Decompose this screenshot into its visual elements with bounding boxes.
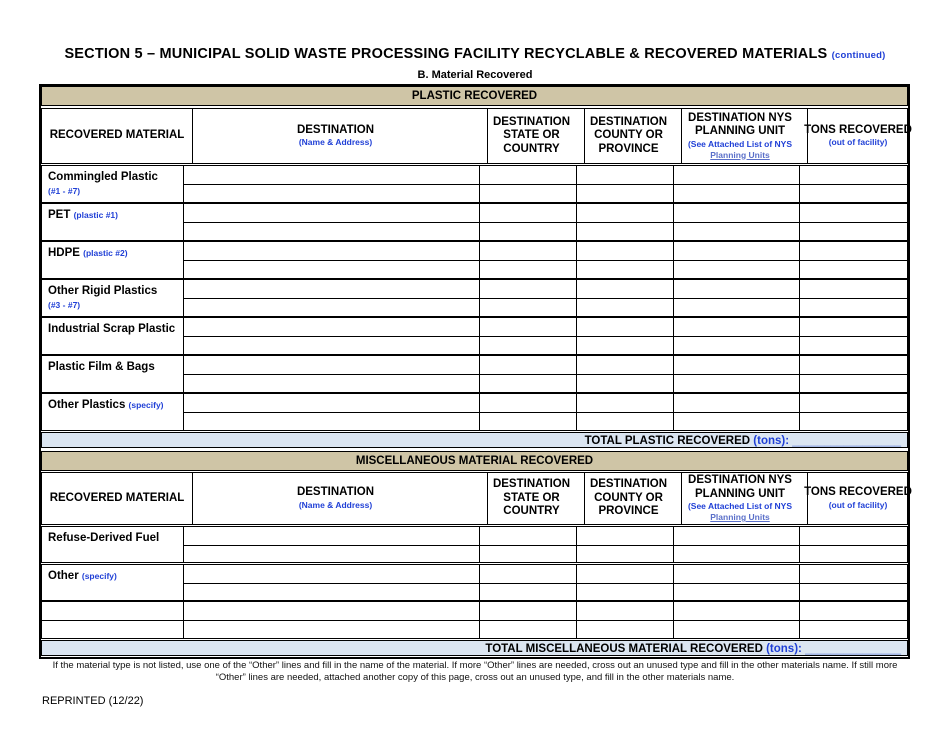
misc-header-destination-destination-note: (Name & Address) xyxy=(298,499,373,510)
misc-header-tons-tons-note: (out of facility) xyxy=(828,499,888,510)
plastic-header-material-material: RECOVERED MATERIAL xyxy=(49,129,185,142)
plastic-header-destination xyxy=(184,109,488,163)
plastic-header-state xyxy=(479,109,585,163)
misc-header-state xyxy=(479,473,585,524)
plastic-total-unit: (tons): xyxy=(753,435,790,447)
column-divider xyxy=(479,356,480,392)
column-divider xyxy=(576,394,577,430)
plastic-row xyxy=(41,241,908,279)
plastic-row xyxy=(41,355,908,393)
column-divider xyxy=(479,166,480,202)
plastic-row-label xyxy=(42,394,184,430)
plastic-row-label xyxy=(42,280,184,316)
plastic-material-name: Industrial Scrap Plastic xyxy=(48,323,176,335)
column-divider xyxy=(479,204,480,240)
plastic-row-label xyxy=(42,166,184,202)
misc-row-label xyxy=(42,565,184,600)
plastic-section-band: PLASTIC RECOVERED xyxy=(41,86,908,106)
plastic-header-planning xyxy=(673,109,808,163)
misc-material-note: (specify) xyxy=(81,571,117,581)
plastic-header-destination-destination: DESTINATION xyxy=(296,123,375,136)
column-divider xyxy=(799,166,800,202)
misc-header-destination-destination: DESTINATION xyxy=(296,486,375,499)
plastic-header-planning-planning: DESTINATION NYS PLANNING UNIT xyxy=(688,111,792,137)
plastic-row xyxy=(41,393,908,431)
column-divider xyxy=(576,280,577,316)
column-divider xyxy=(799,565,800,600)
plastic-material-note: (specify) xyxy=(128,400,164,410)
plastic-header-tons xyxy=(799,109,917,163)
misc-header-tons xyxy=(799,473,917,524)
misc-total-label: TOTAL MISCELLANEOUS MATERIAL RECOVERED xyxy=(485,643,763,655)
column-divider xyxy=(576,356,577,392)
continued-label: (continued) xyxy=(831,50,886,61)
plastic-row-label xyxy=(42,356,184,392)
misc-row-label xyxy=(42,527,184,562)
plastic-total-entry[interactable]: _________________ xyxy=(792,435,901,447)
column-divider xyxy=(673,204,674,240)
misc-column-header xyxy=(41,472,912,525)
misc-header-county-county: DESTINATION COUNTY OR PROVINCE xyxy=(589,478,668,518)
plastic-material-name: Plastic Film & Bags xyxy=(48,361,155,373)
column-divider xyxy=(673,394,674,430)
plastic-row xyxy=(41,279,908,317)
column-divider xyxy=(576,166,577,202)
plastic-header-tons-tons-note: (out of facility) xyxy=(828,137,888,148)
column-divider xyxy=(799,204,800,240)
column-divider xyxy=(799,280,800,316)
column-divider xyxy=(576,204,577,240)
column-divider xyxy=(479,318,480,354)
plastic-row-label xyxy=(42,242,184,278)
column-divider xyxy=(799,318,800,354)
plastic-row xyxy=(41,165,908,203)
plastic-header-tons-tons: TONS RECOVERED xyxy=(804,123,912,136)
misc-header-destination xyxy=(184,473,488,524)
section-title-text: SECTION 5 – MUNICIPAL SOLID WASTE PROCESSING FACILITY RECYCLABLE & RECOVERED MATERIALS xyxy=(64,46,828,62)
column-divider xyxy=(479,242,480,278)
column-divider xyxy=(576,527,577,562)
plastic-total-label: TOTAL PLASTIC RECOVERED xyxy=(584,435,751,447)
column-divider xyxy=(576,242,577,278)
misc-header-county xyxy=(576,473,682,524)
section-subtitle: B. Material Recovered xyxy=(417,69,533,81)
column-divider xyxy=(576,318,577,354)
plastic-material-name: PET xyxy=(48,209,71,221)
plastic-material-note: (plastic #1) xyxy=(73,210,118,220)
column-divider xyxy=(673,356,674,392)
column-divider xyxy=(479,394,480,430)
column-divider xyxy=(673,602,674,638)
column-divider xyxy=(799,242,800,278)
plastic-header-planning-planning-link[interactable]: Planning Units xyxy=(710,149,770,160)
plastic-material-name: Commingled Plastic xyxy=(48,171,158,183)
column-divider xyxy=(799,527,800,562)
plastic-row xyxy=(41,203,908,241)
plastic-material-note: (plastic #2) xyxy=(83,248,128,258)
misc-row-blank xyxy=(41,601,908,639)
plastic-material-name: HDPE xyxy=(48,247,80,259)
misc-row xyxy=(41,526,908,563)
plastic-header-county-county: DESTINATION COUNTY OR PROVINCE xyxy=(589,115,668,155)
plastic-row-label xyxy=(42,318,184,354)
column-divider xyxy=(799,602,800,638)
plastic-header-planning-planning-note: (See Attached List of NYS xyxy=(687,138,793,149)
column-divider xyxy=(673,318,674,354)
plastic-material-note: (#3 - #7) xyxy=(48,300,81,310)
column-divider xyxy=(479,565,480,600)
reprinted-footer: REPRINTED (12/22) xyxy=(42,695,144,707)
misc-header-material-material: RECOVERED MATERIAL xyxy=(49,491,185,504)
misc-header-planning xyxy=(673,473,808,524)
misc-header-tons-tons: TONS RECOVERED xyxy=(804,486,912,499)
plastic-row-label xyxy=(42,204,184,240)
column-divider xyxy=(799,394,800,430)
column-divider xyxy=(673,242,674,278)
misc-header-planning-planning: DESTINATION NYS PLANNING UNIT xyxy=(688,474,792,500)
column-divider xyxy=(576,565,577,600)
column-divider xyxy=(479,280,480,316)
misc-material-name: Refuse-Derived Fuel xyxy=(48,532,160,544)
misc-total-row xyxy=(41,640,908,656)
column-divider xyxy=(576,602,577,638)
plastic-header-state-state: DESTINATION STATE OR COUNTRY xyxy=(492,115,571,155)
misc-section-band: MISCELLANEOUS MATERIAL RECOVERED xyxy=(41,451,908,471)
misc-row xyxy=(41,564,908,601)
misc-total-unit: (tons): xyxy=(766,643,802,655)
plastic-column-header xyxy=(41,108,912,164)
plastic-total-row xyxy=(41,432,908,448)
plastic-material-note: (#1 - #7) xyxy=(48,186,81,196)
misc-header-material xyxy=(42,473,193,524)
label-divider xyxy=(42,620,184,621)
misc-header-planning-planning-note: (See Attached List of NYS xyxy=(687,501,793,511)
column-divider xyxy=(479,527,480,562)
misc-header-planning-planning-link[interactable]: Planning Units xyxy=(710,512,770,522)
plastic-header-destination-destination-note: (Name & Address) xyxy=(298,137,373,148)
column-divider xyxy=(799,356,800,392)
column-divider xyxy=(673,166,674,202)
misc-total-entry[interactable]: _______________ xyxy=(805,643,901,655)
column-divider xyxy=(673,527,674,562)
column-divider xyxy=(479,602,480,638)
misc-header-state-state: DESTINATION STATE OR COUNTRY xyxy=(492,478,571,518)
plastic-header-material xyxy=(42,109,193,163)
plastic-material-name: Other Rigid Plastics xyxy=(48,285,158,297)
column-divider xyxy=(673,565,674,600)
plastic-header-county xyxy=(576,109,682,163)
misc-material-name: Other xyxy=(48,570,79,582)
section-title xyxy=(0,46,950,62)
instructions-note: If the material type is not listed, use one of the “Other” lines and fill in the name of the material. If more “Other” lines are needed, cross out an unused type and fill in the other materials name. If still more “Other” lines are needed, attached another copy of this page, cross out an unused type, and fill in the other materials name. xyxy=(52,660,898,683)
plastic-row xyxy=(41,317,908,355)
plastic-material-name: Other Plastics xyxy=(48,399,126,411)
column-divider xyxy=(673,280,674,316)
